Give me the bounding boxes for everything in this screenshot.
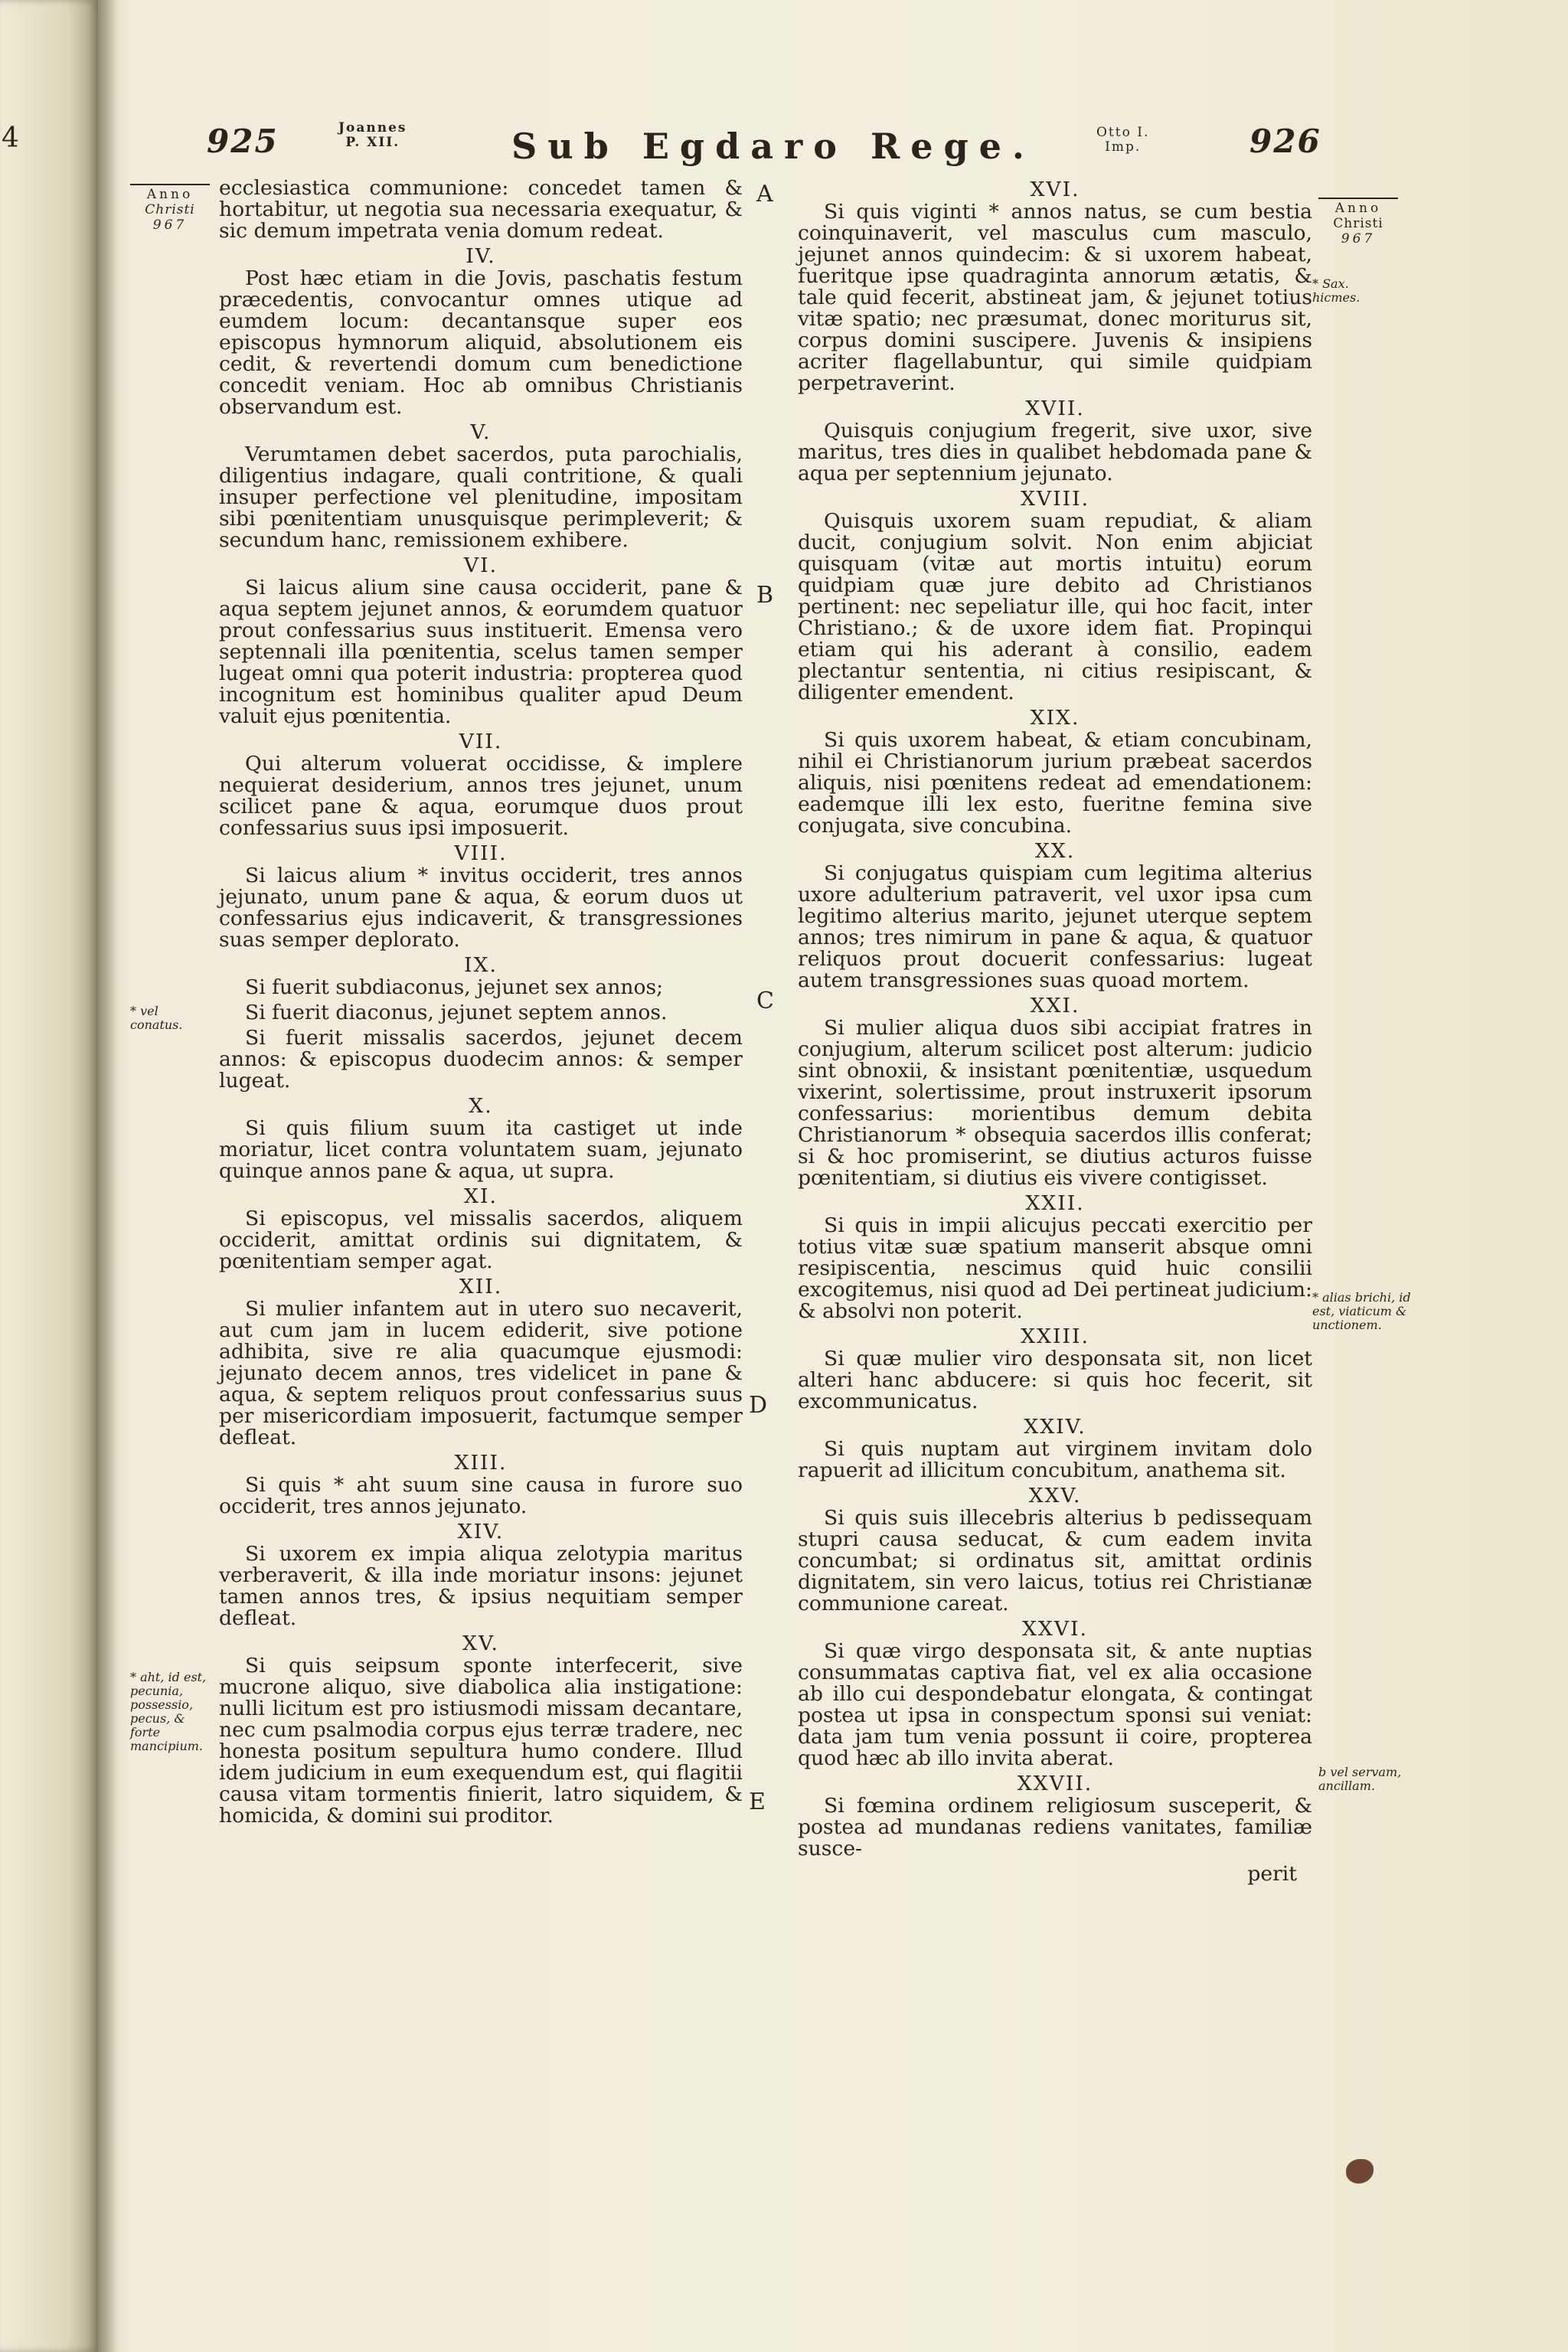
section-number: XXIII. bbox=[1021, 1325, 1089, 1348]
paragraph: Si mulier aliqua duos sibi accipiat fratres in conjugium, alterum scilicet post alterum: judicio sint obnoxii, & insistant pœnitentiæ, usquedum vixerint, solertissime, prout instruxerit ipsorum confessarius: morientibus demum debita Christianorum * obsequia sacerdos illis conferat; si & hoc promiserint, se diutius acturos fuisse pœnitentiam, si diutius eis vivere contigisset. bbox=[798, 1016, 1312, 1190]
right-text-column bbox=[798, 178, 1312, 1885]
paragraph: Si fuerit diaconus, jejunet septem annos. bbox=[245, 1001, 668, 1024]
paragraph: Si quis in impii alicujus peccati exercitio per totius vitæ suæ spatium manserit absque omni resipiscentia, nescimus quid huic consilii excogitemus, nisi quod ad Dei pertineat judicium: & absolvi non poterit. bbox=[798, 1214, 1312, 1323]
margin-note: * aht, id est, pecunia, possessio, pecus, & forte mancipium. bbox=[130, 1670, 207, 1753]
section-number: XXVI. bbox=[1021, 1617, 1089, 1641]
section-number: XI. bbox=[464, 1184, 498, 1208]
paragraph: Quisquis conjugium fregerit, sive uxor, sive maritus, tres dies in qualibet hebdomada pane & aqua per septennium jejunato. bbox=[798, 419, 1312, 485]
section-number: XXIV. bbox=[1024, 1415, 1086, 1439]
section-letter: A bbox=[756, 181, 773, 207]
paragraph: Si quis filium suum ita castiget ut inde moriatur, licet contra voluntatem suam, jejunato quinque annos pane & aqua, ut supra. bbox=[219, 1116, 743, 1183]
paragraph: ecclesiastica communione: concedet tamen & hortabitur, ut negotia sua necessaria exequatur, & sic demum impetrata venia domum redeat. bbox=[219, 176, 743, 243]
anno-line: Anno bbox=[1334, 201, 1382, 216]
section-number: XXV. bbox=[1028, 1484, 1082, 1508]
section-number: XX. bbox=[1034, 839, 1076, 863]
paragraph: Si uxorem ex impia aliqua zelotypia maritus verberaverit, & illa inde moriatur insons: jejunet tamen annos tres, & ipsius nequitiam semper defleat. bbox=[219, 1542, 743, 1630]
section-number: VI. bbox=[463, 554, 498, 577]
running-head-line: Joannes bbox=[338, 120, 407, 136]
paragraph: Si fuerit missalis sacerdos, jejunet decem annos: & episcopus duodecim annos: & semper lugeat. bbox=[219, 1026, 743, 1093]
anno-line: 967 bbox=[1341, 231, 1376, 247]
paragraph: Qui alterum voluerat occidisse, & implere nequierat desiderium, annos tres jejunet, unum scilicet pane & aqua, eorumque duos prout confessarius suus ipsi imposuerit. bbox=[219, 752, 743, 840]
paragraph: Si fœmina ordinem religiosum susceperit, & postea ad mundanas rediens vanitates, familiæ susce- bbox=[798, 1794, 1312, 1860]
section-number: VII. bbox=[459, 730, 503, 753]
paragraph: Si conjugatus quispiam cum legitima alterius uxore adulterium patraverit, vel uxor ipsa cum legitimo alterius marito, jejunet uterque septem annos; tres nimirum in pane & aqua, & quatuor reliquos prout docuerit confessarius: lugeat autem transgressiones suas quoad mortem. bbox=[798, 861, 1312, 992]
left-anno-christi bbox=[130, 184, 210, 233]
anno-line: Christi bbox=[145, 202, 195, 217]
margin-note: * Sax. hicmes. bbox=[1312, 276, 1361, 305]
section-number: IX. bbox=[464, 953, 498, 977]
running-head-line: Otto I. bbox=[1096, 125, 1150, 140]
section-number: XVIII. bbox=[1020, 487, 1090, 511]
prev-page-fragment: 4 bbox=[2, 122, 19, 154]
section-number: XIII. bbox=[454, 1451, 508, 1475]
margin-note: * alias brichi, id est, viaticum & unctionem. bbox=[1312, 1290, 1411, 1332]
left-text-column bbox=[219, 178, 743, 1831]
section-number: XVII. bbox=[1025, 397, 1085, 420]
paragraph: Post hæc etiam in die Jovis, paschatis festum præcedentis, convocantur omnes utique ad eumdem locum: decantansque super eos episcopus hymnorum aliquid, absolutionem eis cedit, & revertendi domum cum benedictione concedit veniam. Hoc ab omnibus Christianis observandum est. bbox=[219, 266, 743, 419]
section-letter: E bbox=[749, 1788, 766, 1815]
section-letter: D bbox=[749, 1392, 768, 1419]
paragraph: Si mulier infantem aut in utero suo necaverit, aut cum jam in lucem ediderit, sive potione adhibita, sive re alia quacumque ejusmodi: jejunato decem annos, tres videlicet in pane & aqua, & septem reliquos prout confessarius suus per misericordiam imposuerit, factumque semper defleat. bbox=[219, 1297, 743, 1449]
paragraph: Quisquis uxorem suam repudiat, & aliam ducit, conjugium solvit. Non enim abjiciat quisquam (vitæ aut mortis intuitu) eorum quidpiam quæ jure debito ad Christianos pertinent: nec sepeliatur ille, qui hoc facit, inter Christiano.; & de uxore idem fiat. Propinqui etiam qui his aderant à consilio, eadem plectantur sententia, ni citius resipiscant, & diligenter emendent. bbox=[798, 509, 1312, 704]
anno-line: Christi bbox=[1333, 216, 1383, 231]
gutter-shadow bbox=[98, 0, 118, 2352]
running-head-line: P. XII. bbox=[345, 135, 400, 150]
section-number: XXI. bbox=[1030, 994, 1080, 1018]
section-number: X. bbox=[469, 1094, 493, 1118]
paragraph: Si quis seipsum sponte interfecerit, sive mucrone aliquo, sive diabolica alia instigatione: nulli licitum est pro istiusmodi missam decantare, nec cum psalmodia corpus ejus terræ tradere, nec honesta positum sepultura humo condere. Illud idem judicium in eum exequendum est, qui flagitii causa vitam tormentis finierit, latro siquidem, & homicida, & domini sui proditor. bbox=[219, 1654, 743, 1828]
previous-page-edge bbox=[0, 0, 98, 2352]
running-head-line: Imp. bbox=[1105, 139, 1142, 155]
section-number: IV. bbox=[466, 244, 496, 268]
margin-note: * vel conatus. bbox=[130, 1004, 183, 1032]
section-number: XIV. bbox=[457, 1520, 505, 1544]
section-number: V. bbox=[470, 420, 492, 444]
section-number: VIII. bbox=[454, 841, 508, 865]
left-running-head bbox=[338, 121, 407, 150]
section-number: XXVII. bbox=[1017, 1772, 1093, 1795]
section-letter: C bbox=[756, 988, 774, 1014]
section-number: XIX. bbox=[1030, 706, 1080, 730]
paragraph: Si quæ virgo desponsata sit, & ante nuptias consummatas captiva fiat, vel ex alia occasione ab illo cui despondebatur elongata, & contingat postea ut ipsa in conspectum sponsi sui veniat: data jam tum venia possunt ii coire, propterea quod hæc ab illo invita aberat. bbox=[798, 1639, 1312, 1770]
section-number: XV. bbox=[462, 1632, 499, 1655]
paragraph: Si quis * aht suum sine causa in furore suo occiderit, tres annos jejunato. bbox=[219, 1473, 743, 1518]
paragraph: Si quis nuptam aut virginem invitam dolo rapuerit ad illicitum concubitum, anathema sit. bbox=[798, 1437, 1312, 1482]
catchword: perit bbox=[1247, 1862, 1297, 1886]
right-running-head bbox=[1096, 126, 1149, 155]
right-anno-christi bbox=[1318, 198, 1398, 247]
paragraph: Si quæ mulier viro desponsata sit, non licet alteri hanc abducere: si quis hoc fecerit, sit excommunicatus. bbox=[798, 1347, 1312, 1413]
section-number: XII. bbox=[459, 1275, 503, 1298]
paragraph: Si fuerit subdiaconus, jejunet sex annos; bbox=[245, 975, 664, 999]
anno-line: 967 bbox=[152, 217, 188, 233]
right-page-number: 926 bbox=[1250, 122, 1321, 160]
left-page-number: 925 bbox=[207, 122, 279, 160]
anno-line: Anno bbox=[146, 187, 194, 202]
page-title: Sub Egdaro Rege. bbox=[511, 126, 1035, 167]
paragraph: Si quis suis illecebris alterius b pedissequam stupri causa seducat, & cum eadem invita concumbat; si ordinatus sit, amittat ordinis dignitatem, sin vero laicus, totius rei Christianæ communione careat. bbox=[798, 1506, 1312, 1615]
paragraph: Si quis viginti * annos natus, se cum bestia coinquinaverit, vel masculus cum masculo, jejunet annos quindecim: & si uxorem habeat, fueritque ipse quadraginta annorum ætatis, & tale quid fecerit, abstineat jam, & jejunet totius vitæ spatio; nec præsumat, donec moriturus sit, corpus domini suscipere. Juvenis & insipiens acriter flagellabuntur, qui simile quidpiam perpetraverint. bbox=[798, 200, 1312, 395]
paragraph: Si quis uxorem habeat, & etiam concubinam, nihil ei Christianorum jurium præbeat sacerdos aliquis, nisi pœnitens redeat ad emendationem: eademque illi lex esto, fueritne femina sive conjugata, sive concubina. bbox=[798, 728, 1312, 838]
section-number: XVI. bbox=[1030, 178, 1080, 201]
paragraph: Si episcopus, vel missalis sacerdos, aliquem occiderit, amittat ordinis sui dignitatem, & pœnitentiam semper agat. bbox=[219, 1207, 743, 1273]
section-letter: B bbox=[756, 582, 774, 609]
paragraph: Si laicus alium sine causa occiderit, pane & aqua septem jejunet annos, & eorumdem quatuor prout confessarius suus instituerit. Emensa vero septennali illa pœnitentia, scelus tamen semper lugeat omni qua poterit industria: propterea quod incognitum est hominibus qualiter apud Deum valuit ejus pœnitentia. bbox=[219, 576, 743, 728]
section-number: XXII. bbox=[1025, 1191, 1085, 1215]
paragraph: Si laicus alium * invitus occiderit, tres annos jejunato, unum pane & aqua, & eorum duos ut confessarius ejus indicaverit, & transgressiones suas semper deplorato. bbox=[219, 864, 743, 952]
paragraph: Verumtamen debet sacerdos, puta parochialis, diligentius indagare, quali contritione, & quali insuper perfectione vel plenitudine, impositam sibi pœnitentiam unusquisque perimpleverit; & secundum hanc, remissionem exhibere. bbox=[219, 443, 743, 552]
margin-note: b vel servam, ancillam. bbox=[1318, 1765, 1402, 1793]
